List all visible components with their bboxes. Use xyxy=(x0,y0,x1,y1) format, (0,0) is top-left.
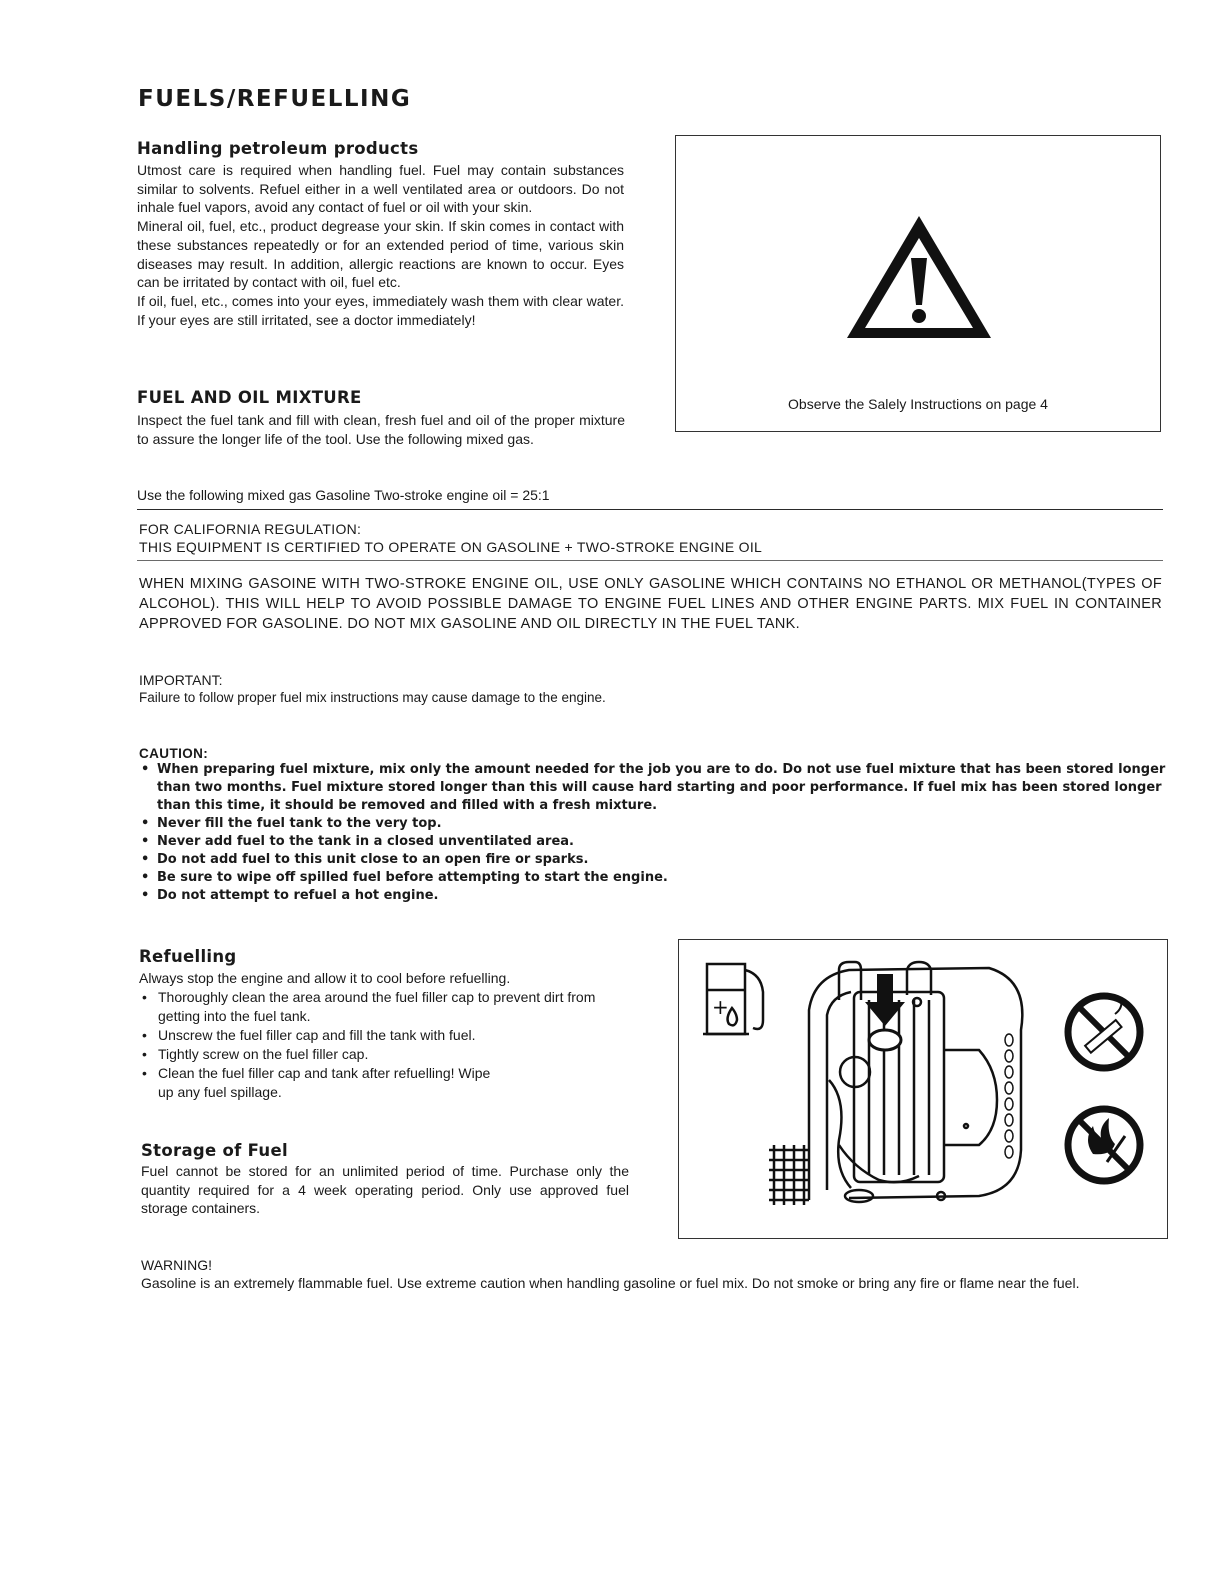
refuelling-bullet: • xyxy=(142,1027,147,1043)
handling-para-2: Mineral oil, fuel, etc., product degrease your skin. If skin comes in contact with these substances repeatedly or for an extended period of time, various skin diseases may result. In addition, allergic reactions are known to occur. Eyes can be irritated by contact with oil, fuel etc. xyxy=(137,218,624,291)
caution-item xyxy=(139,815,1169,833)
refuelling-bullet: • xyxy=(142,989,147,1005)
refuelling-intro: Always stop the engine and allow it to cool before refuelling. xyxy=(139,970,511,986)
refuelling-bullet: • xyxy=(142,1065,147,1081)
safety-caption: Observe the Salely Instructions on page 4 xyxy=(788,396,1048,412)
refuelling-item-text: Tightly screw on the fuel filler cap. xyxy=(158,1046,369,1062)
caution-item-text: Never add fuel to the tank in a closed unventilated area. xyxy=(157,834,574,849)
mixture-ratio: Use the following mixed gas Gasoline Two-stroke engine oil = 25:1 xyxy=(137,487,550,503)
refuelling-illustration xyxy=(679,940,1167,1238)
caution-item-text: When preparing fuel mixture, mix only the amount needed for the job you are to do. Do not use fuel mixture that has been stored longer than two months. Fuel mixture stored longer than this will cause hard starting and poor performance. If fuel mix has been stored longer than this time, it should be removed and filled with a fresh mixture. xyxy=(157,762,1166,813)
storage-heading: Storage of Fuel xyxy=(141,1141,288,1160)
caution-item xyxy=(139,869,1169,887)
mixing-notice: WHEN MIXING GASOINE WITH TWO-STROKE ENGINE OIL, USE ONLY GASOLINE WHICH CONTAINS NO ETHANOL OR METHANOL(TYPES OF ALCOHOL). THIS WILL HELP TO AVOID POSSIBLE DAMAGE TO ENGINE FUEL LINES AND OTHER ENGINE PARTS. MIX FUEL IN CONTAINER APPROVED FOR GASOLINE. DO NOT MIX GASOLINE AND OIL DIRECTLY IN THE FUEL TANK. xyxy=(139,576,1162,632)
caution-bullet: • xyxy=(141,852,150,867)
caution-item xyxy=(139,833,1169,851)
caution-bullet: • xyxy=(141,870,150,885)
caution-item xyxy=(139,851,1169,869)
divider-top xyxy=(137,509,1163,510)
caution-bullet: • xyxy=(141,888,150,903)
warning-triangle-icon xyxy=(839,208,999,348)
refuelling-figure xyxy=(678,939,1168,1239)
fuel-pump-icon xyxy=(703,964,763,1034)
caution-label: CAUTION: xyxy=(139,746,209,761)
refuelling-item xyxy=(139,988,639,1026)
california-label: FOR CALIFORNIA REGULATION: xyxy=(139,521,362,537)
warning-text: Gasoline is an extremely flammable fuel. Use extreme caution when handling gasoline or fuel mix. Do not smoke or bring any fire or flame near the fuel. xyxy=(141,1275,1080,1291)
important-label: IMPORTANT: xyxy=(139,672,223,688)
california-cert: THIS EQUIPMENT IS CERTIFIED TO OPERATE ON GASOLINE + TWO-STROKE ENGINE OIL xyxy=(139,539,763,555)
handling-para-3: If oil, fuel, etc., comes into your eyes, immediately wash them with clear water. If your eyes are still irritated, see a doctor immediately! xyxy=(137,292,624,328)
refuelling-item-text: Clean the fuel filler cap and tank after refuelling! Wipe up any fuel spillage. xyxy=(158,1065,491,1100)
caution-item-text: Never fill the fuel tank to the very top. xyxy=(157,816,442,831)
refuelling-list xyxy=(139,988,639,1102)
caution-bullet: • xyxy=(141,816,150,831)
mixture-heading: FUEL AND OIL MIXTURE xyxy=(137,388,362,407)
refuelling-heading: Refuelling xyxy=(139,947,237,966)
caution-bullet: • xyxy=(141,834,150,849)
handling-section xyxy=(137,161,624,329)
refuelling-item xyxy=(139,1026,639,1045)
svg-text:+: + xyxy=(712,995,729,1019)
refuelling-bullet: • xyxy=(142,1046,147,1062)
refuelling-item xyxy=(139,1045,639,1064)
important-text: Failure to follow proper fuel mix instructions may cause damage to the engine. xyxy=(139,690,606,705)
caution-item xyxy=(139,887,1169,905)
refuelling-item-text: Unscrew the fuel filler cap and fill the tank with fuel. xyxy=(158,1027,476,1043)
handling-heading: Handling petroleum products xyxy=(137,139,419,158)
handling-para-1: Utmost care is required when handling fuel. Fuel may contain substances similar to solvents. Refuel either in a well ventilated area or outdoors. Do not inhale fuel vapors, avoid any contact of fuel or oil with your skin. xyxy=(137,162,624,216)
mixture-para: Inspect the fuel tank and fill with clean, fresh fuel and oil of the proper mixture to assure the longer life of the tool. Use the following mixed gas. xyxy=(137,412,625,447)
refuelling-item-text: Thoroughly clean the area around the fuel filler cap to prevent dirt from getting into the fuel tank. xyxy=(158,989,596,1024)
engine-tank-drawing xyxy=(769,962,1022,1205)
safety-instructions-box xyxy=(675,135,1161,432)
no-smoking-icon xyxy=(1068,996,1140,1068)
caution-list xyxy=(139,761,1169,905)
tank-ribs xyxy=(1005,1034,1013,1158)
caution-item-text: Do not add fuel to this unit close to an open fire or sparks. xyxy=(157,852,589,867)
caution-item-text: Be sure to wipe off spilled fuel before attempting to start the engine. xyxy=(157,870,668,885)
refuelling-item xyxy=(139,1064,498,1102)
caution-item xyxy=(139,761,1169,815)
caution-bullet: • xyxy=(141,762,150,777)
no-open-flame-icon xyxy=(1068,1109,1140,1181)
page-title: FUELS/REFUELLING xyxy=(138,86,412,112)
divider-bottom xyxy=(137,560,1163,561)
storage-para: Fuel cannot be stored for an unlimited period of time. Purchase only the quantity required for a 4 week operating period. Only use approved fuel storage containers. xyxy=(141,1163,629,1217)
caution-item-text: Do not attempt to refuel a hot engine. xyxy=(157,888,439,903)
warning-label: WARNING! xyxy=(141,1257,213,1273)
